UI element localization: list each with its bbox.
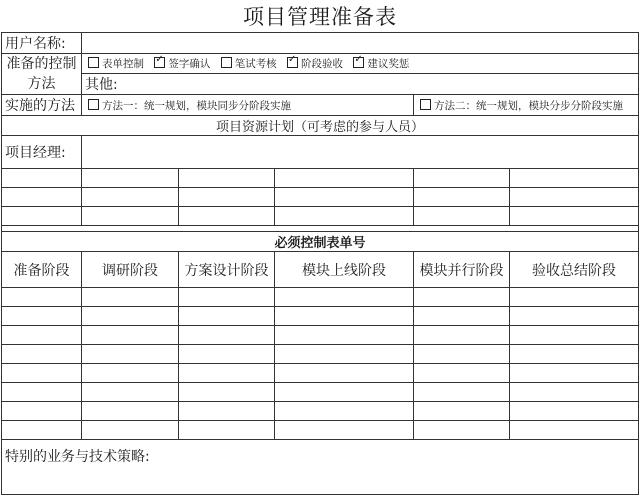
table-row <box>2 188 639 207</box>
option-form-control[interactable]: 表单控制 <box>85 58 144 70</box>
option-signature[interactable]: ✓ 签字确认 <box>151 58 210 70</box>
checkbox-checked-icon[interactable] <box>154 57 165 68</box>
phase-header: 调研阶段 <box>82 252 179 288</box>
checkbox-checked-icon[interactable] <box>287 57 298 68</box>
option-reward-penalty[interactable]: ✓ 建议奖惩 <box>350 58 409 70</box>
user-name-field[interactable] <box>82 33 639 54</box>
prep-form-table <box>1 32 639 495</box>
phase-header: 方案设计阶段 <box>179 252 275 288</box>
option-phase-acceptance[interactable]: ✓ 阶段验收 <box>284 58 343 70</box>
project-manager-label: 项目经理: <box>2 136 82 169</box>
phase-header: 模块并行阶段 <box>414 252 510 288</box>
table-row <box>2 364 639 383</box>
checkbox-icon[interactable] <box>88 57 99 68</box>
table-row <box>2 288 639 307</box>
table-row <box>2 207 639 226</box>
project-manager-field[interactable] <box>82 136 639 169</box>
user-name-label: 用户名称: <box>2 33 82 54</box>
resource-plan-title: 项目资源计划（可考虑的参与人员） <box>2 116 639 136</box>
required-forms-title: 必须控制表单号 <box>2 232 639 252</box>
table-row <box>2 402 639 421</box>
method-one-option[interactable]: 方法一：统一规划，模块同步分阶段实施 <box>82 95 414 116</box>
page-title: 项目管理准备表 <box>243 5 397 29</box>
table-row <box>2 383 639 402</box>
other-field[interactable]: 其他: <box>82 74 639 95</box>
control-method-label: 准备的控制方法 <box>2 54 82 95</box>
strategy-field[interactable] <box>2 440 639 495</box>
phase-header: 验收总结阶段 <box>510 252 639 288</box>
phase-header: 模块上线阶段 <box>275 252 414 288</box>
checkbox-icon[interactable] <box>420 99 431 110</box>
implement-method-label: 实施的方法 <box>2 95 82 116</box>
method-two-option[interactable]: 方法二：统一规划，模块分步分阶段实施 <box>414 95 639 116</box>
table-row <box>2 326 639 345</box>
option-written-test[interactable]: 笔试考核 <box>218 58 277 70</box>
table-row <box>2 345 639 364</box>
checkbox-icon[interactable] <box>221 57 232 68</box>
table-row <box>2 169 639 188</box>
table-row <box>2 421 639 440</box>
control-options <box>82 54 639 74</box>
strategy-label: 特别的业务与技术策略: <box>5 449 150 465</box>
checkbox-icon[interactable] <box>88 99 99 110</box>
checkbox-checked-icon[interactable] <box>353 57 364 68</box>
phase-header: 准备阶段 <box>2 252 82 288</box>
table-row <box>2 307 639 326</box>
